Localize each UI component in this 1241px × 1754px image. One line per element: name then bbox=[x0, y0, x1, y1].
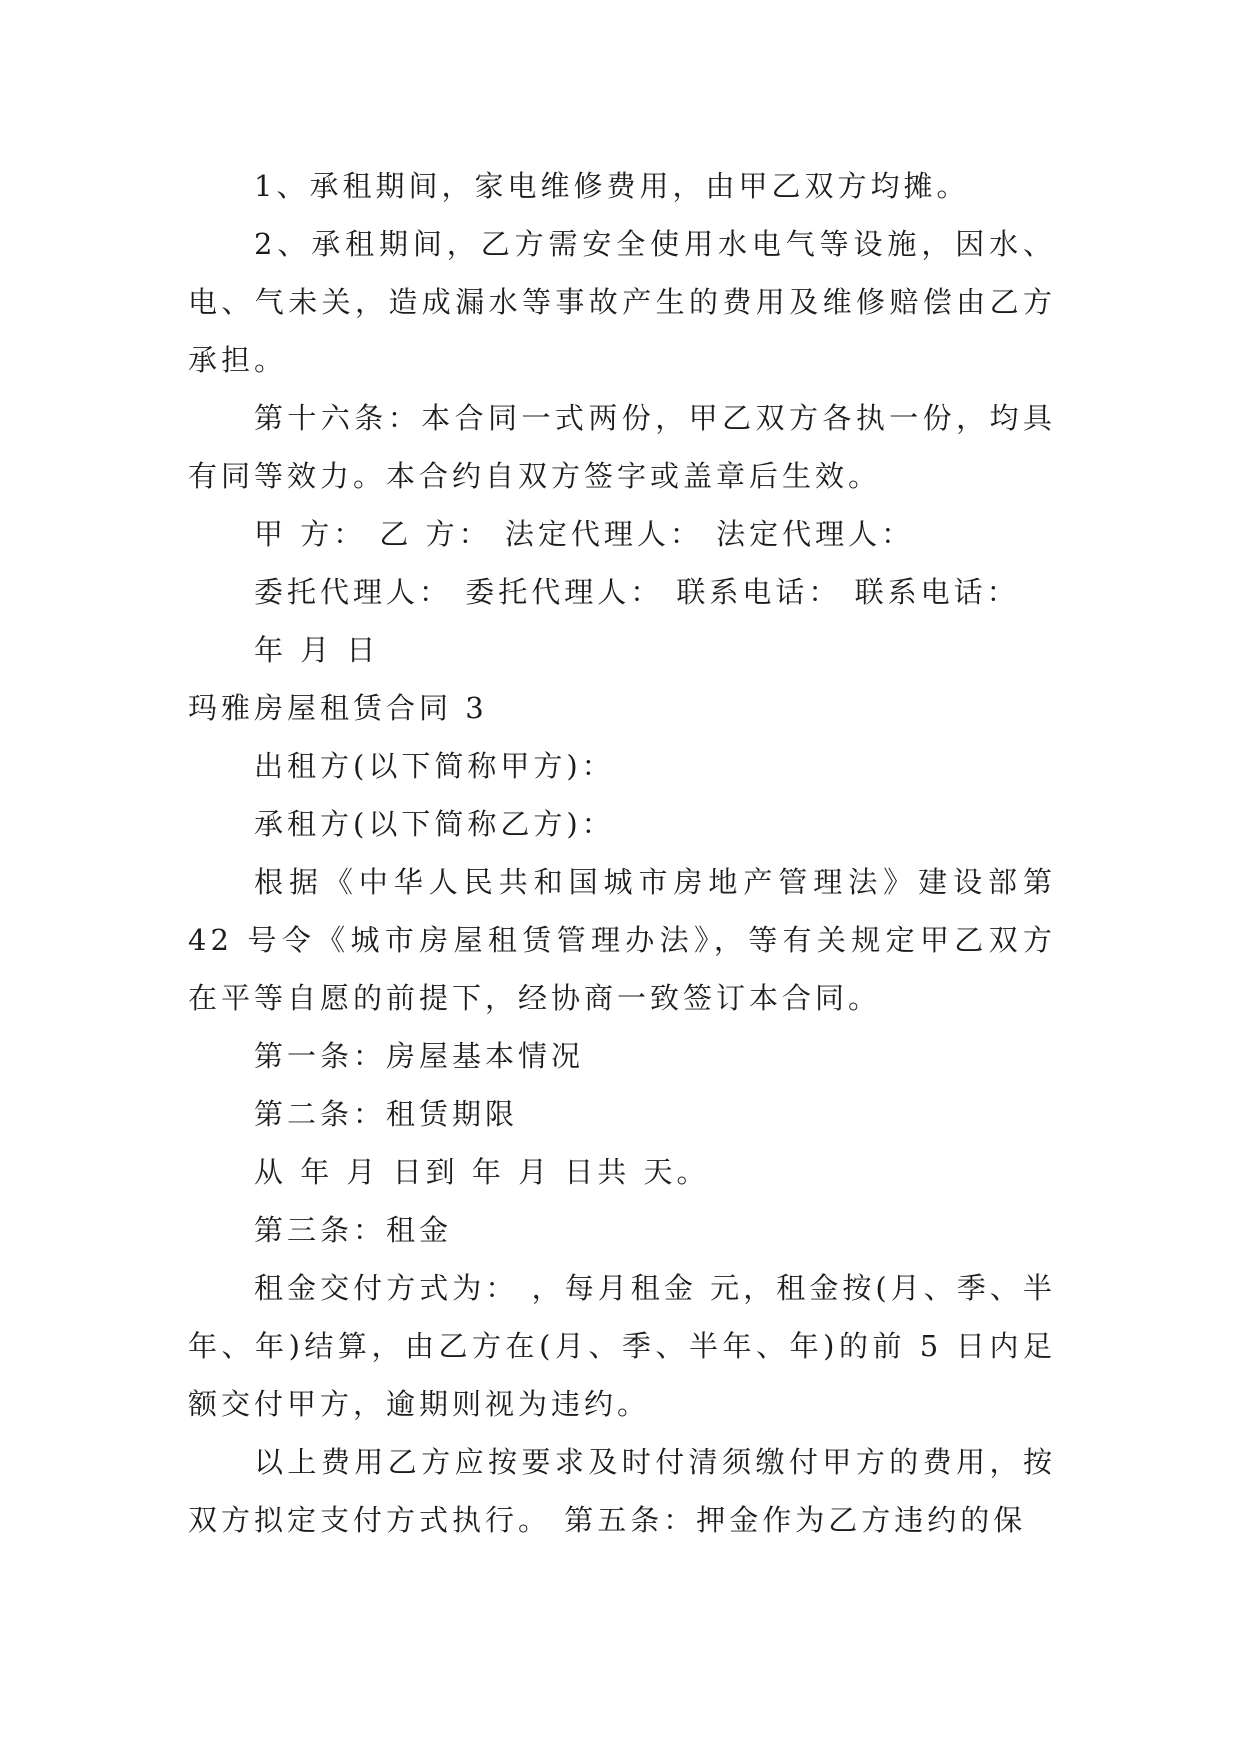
payment-execution-paragraph: 以上费用乙方应按要求及时付清须缴付甲方的费用，按双方拟定支付方式执行。 第五条：押金作为乙方违约的保 bbox=[188, 1445, 1056, 1537]
signature-date-line: 年 月 日 bbox=[254, 633, 380, 667]
article-3-heading: 第三条：租金 bbox=[254, 1213, 453, 1247]
signature-parties-line: 甲 方： 乙 方： 法定代理人： 法定代理人： bbox=[254, 517, 915, 551]
contract-3-title: 玛雅房屋租赁合同 3 bbox=[188, 691, 488, 725]
lessor-line: 出租方(以下简称甲方)： bbox=[254, 749, 615, 783]
legal-basis-paragraph: 根据《中华人民共和国城市房地产管理法》建设部第 42 号令《城市房屋租赁管理办法》，等有关规定甲乙双方在平等自愿的前提下，经协商一致签订本合同。 bbox=[188, 865, 1070, 1015]
lessee-line: 承租方(以下简称乙方)： bbox=[254, 807, 615, 841]
clause-utilities-safety: 2、承租期间，乙方需安全使用水电气等设施，因水、电、气未关，造成漏水等事故产生的费用及维修赔偿由乙方承担。 bbox=[188, 227, 1056, 377]
article-2-heading: 第二条：租赁期限 bbox=[254, 1097, 519, 1131]
signature-agents-line: 委托代理人： 委托代理人： 联系电话： 联系电话： bbox=[254, 575, 1020, 609]
rent-payment-paragraph: 租金交付方式为： ，每月租金 元，租金按(月、季、半年、年)结算，由乙方在(月、季、半年、年)的前 5 日内足额交付甲方，逾期则视为违约。 bbox=[188, 1271, 1056, 1421]
clause-repair-cost: 1、承租期间，家电维修费用，由甲乙双方均摊。 bbox=[254, 169, 970, 203]
lease-period-line: 从 年 月 日到 年 月 日共 天。 bbox=[254, 1155, 710, 1189]
article-16: 第十六条：本合同一式两份，甲乙双方各执一份，均具有同等效力。本合约自双方签字或盖章后生效。 bbox=[188, 401, 1056, 493]
article-1-heading: 第一条：房屋基本情况 bbox=[254, 1039, 585, 1073]
document-body bbox=[188, 157, 1070, 1549]
